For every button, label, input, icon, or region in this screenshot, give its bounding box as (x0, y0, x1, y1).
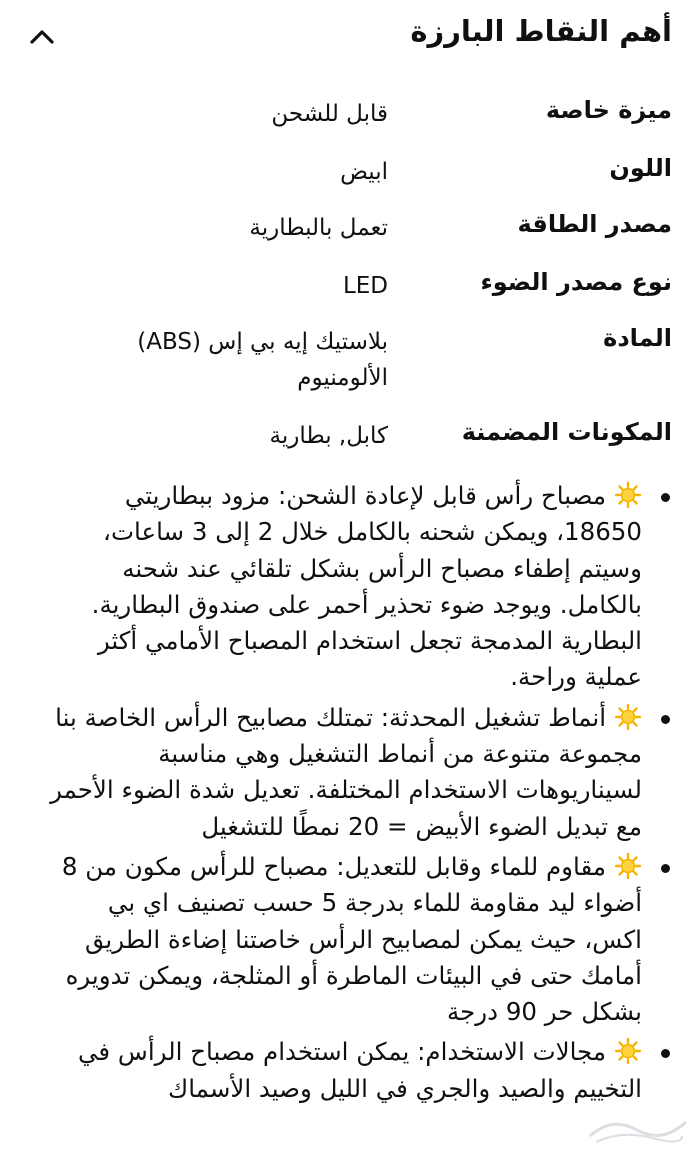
sun-icon (614, 703, 642, 731)
sun-icon (614, 481, 642, 509)
spec-value: ابيض (340, 159, 388, 185)
bullet-dot (661, 493, 670, 502)
bullet-text: أنماط تشغيل المحدثة: تمتلك مصابيح الرأس الخاصة بنا مجموعة متنوعة من أنماط التشغيل وهي مناسبة لسيناريوهات الاستخدام المختلفة. تعديل شدة الضوء الأحمر مع تبديل الضوء الأبيض = 20 نمطًا للتشغيل (50, 702, 642, 841)
spec-key: اللون (609, 154, 672, 182)
bullet-text: مصباح رأس قابل لإعادة الشحن: مزود ببطاريتي 18650، ويمكن شحنه بالكامل خلال 2 إلى 3 ساعات، وسيتم إطفاء مصباح الرأس بشكل تلقائي عند شحنه بالكامل. ويوجد ضوء تحذير أحمر على صندوق البطارية. البطارية المدمجة تجعل استخدام المصباح الأمامي أكثر عملية وراحة. (91, 481, 642, 692)
spec-key: المادة (603, 324, 672, 352)
spec-key: المكونات المضمنة (461, 418, 672, 446)
bullet-text: مقاوم للماء وقابل للتعديل: مصباح للرأس مكون من 8 أضواء ليد مقاومة للماء بدرجة 5 حسب تصنيف اي بي اكس، حيث يمكن لمصابيح الرأس خاصتنا إضاءة الطريق أمامك حتى في البيئات الماطرة أو المثلجة، ويمكن تدويره بشكل حر 90 درجة (61, 851, 642, 1027)
spec-value: بلاستيك إيه بي إس (ABS) الألومنيوم (137, 329, 388, 391)
section-title: أهم النقاط البارزة (410, 14, 672, 48)
highlights-header[interactable] (0, 0, 700, 80)
spec-value: تعمل بالبطارية (249, 215, 388, 241)
bullet-dot (661, 715, 670, 724)
list-item (0, 700, 700, 845)
bullet-text: مجالات الاستخدام: يمكن استخدام مصباح الرأس في التخييم والصيد والجري في الليل وصيد الأسماك (78, 1037, 642, 1103)
spec-key: ميزة خاصة (545, 96, 672, 124)
bullet-dot (661, 1049, 670, 1058)
spec-key: مصدر الطاقة (517, 210, 672, 238)
list-item (0, 1034, 700, 1107)
list-item (0, 478, 700, 696)
feature-bullets (0, 478, 700, 1111)
spec-value: قابل للشحن (271, 101, 388, 127)
list-item (0, 849, 700, 1030)
chevron-up-icon[interactable] (22, 18, 62, 58)
sun-icon (614, 852, 642, 880)
sun-icon (614, 1037, 642, 1065)
watermark-logo (582, 1108, 692, 1148)
spec-value: LED (342, 273, 388, 299)
bullet-dot (661, 864, 670, 873)
spec-key: نوع مصدر الضوء (480, 268, 672, 296)
spec-value: كابل, بطارية (269, 423, 388, 449)
